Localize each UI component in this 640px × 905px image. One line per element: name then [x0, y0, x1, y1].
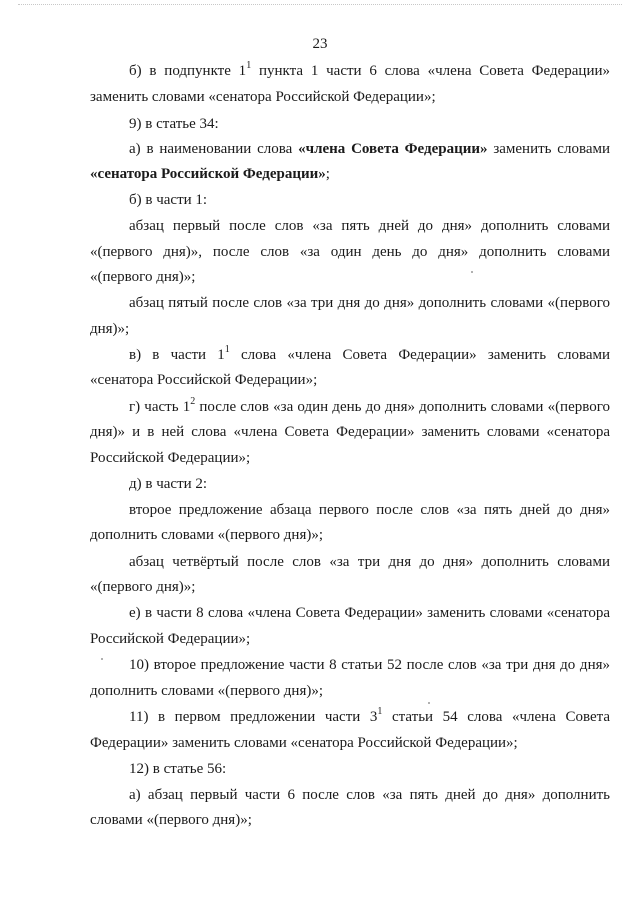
- text-line: Российской Федерации»;: [90, 631, 251, 647]
- text-line: 9) в статье 34:: [129, 116, 219, 132]
- text-line: дня)» и в ней слова «члена Совета Федерации» заменить словами «сенатора: [90, 424, 610, 440]
- text-span: 11) в первом предложении части 3: [129, 709, 378, 725]
- text-line: заменить словами «сенатора Российской Федерации»;: [90, 89, 436, 105]
- text-line: е) в части 8 слова «члена Совета Федерации» заменить словами «сенатора: [129, 605, 610, 621]
- text-line: дополнить словами «(первого дня)»;: [90, 683, 324, 699]
- text-span: в) в части 1: [129, 347, 225, 363]
- text-line: дополнить словами «(первого дня)»;: [90, 527, 324, 543]
- text-line: [90, 165, 610, 183]
- text-span: статьи 54 слова «члена Совета: [382, 709, 610, 725]
- text-line: словами «(первого дня)»;: [90, 812, 252, 828]
- text-line: [129, 346, 610, 364]
- bold-text: «сенатора Российской Федерации»: [90, 166, 326, 182]
- text-span: г) часть 1: [129, 399, 191, 415]
- text-line: «(первого дня)», после слов «за один день до дня» дополнить словами: [90, 244, 610, 260]
- text-line: а) абзац первый части 6 после слов «за пять дней до дня» дополнить: [129, 787, 610, 803]
- scan-speck: [428, 702, 430, 704]
- text-line: абзац пятый после слов «за три дня до дня» дополнить словами «(первого: [129, 295, 610, 311]
- text-line: абзац первый после слов «за пять дней до дня» дополнить словами: [129, 218, 610, 234]
- text-span: ;: [325, 166, 330, 182]
- text-line: «(первого дня)»;: [90, 269, 196, 285]
- text-span: а) в наименовании слова: [129, 141, 299, 157]
- text-span: б) в подпункте 1: [129, 63, 247, 79]
- text-line: «сенатора Российской Федерации»;: [90, 372, 318, 388]
- text-span: слова «члена Совета Федерации» заменить словами: [229, 347, 611, 363]
- text-line: второе предложение абзаца первого после слов «за пять дней до дня»: [129, 502, 610, 518]
- text-line: [129, 708, 610, 726]
- text-line: 10) второе предложение части 8 статьи 52 после слов «за три дня до дня»: [129, 657, 610, 673]
- text-line: 12) в статье 56:: [129, 761, 227, 777]
- text-line: Российской Федерации»;: [90, 450, 251, 466]
- text-line: [129, 140, 610, 158]
- scan-speck: [471, 271, 473, 273]
- scan-speck: [101, 658, 103, 660]
- text-line: «(первого дня)»;: [90, 579, 196, 595]
- text-line: [129, 398, 610, 416]
- text-line: д) в части 2:: [129, 476, 208, 492]
- superscript: 1: [246, 60, 252, 71]
- page-number: 23: [312, 36, 328, 52]
- superscript: 2: [190, 396, 196, 407]
- scan-edge: [18, 4, 622, 5]
- superscript: 1: [224, 344, 230, 355]
- text-line: Федерации» заменить словами «сенатора Российской Федерации»;: [90, 735, 518, 751]
- text-span: после слов «за один день до дня» дополнить словами «(первого: [195, 399, 611, 415]
- superscript: 1: [377, 706, 383, 717]
- text-line: дня)»;: [90, 321, 130, 337]
- text-line: б) в части 1:: [129, 192, 208, 208]
- bold-text: «члена Совета Федерации»: [298, 141, 488, 157]
- text-span: пункта 1 части 6 слова «члена Совета Федерации»: [251, 63, 610, 79]
- text-line: абзац четвёртый после слов «за три дня до дня» дополнить словами: [129, 554, 610, 570]
- text-span: заменить словами: [487, 141, 611, 157]
- text-line: [129, 62, 610, 80]
